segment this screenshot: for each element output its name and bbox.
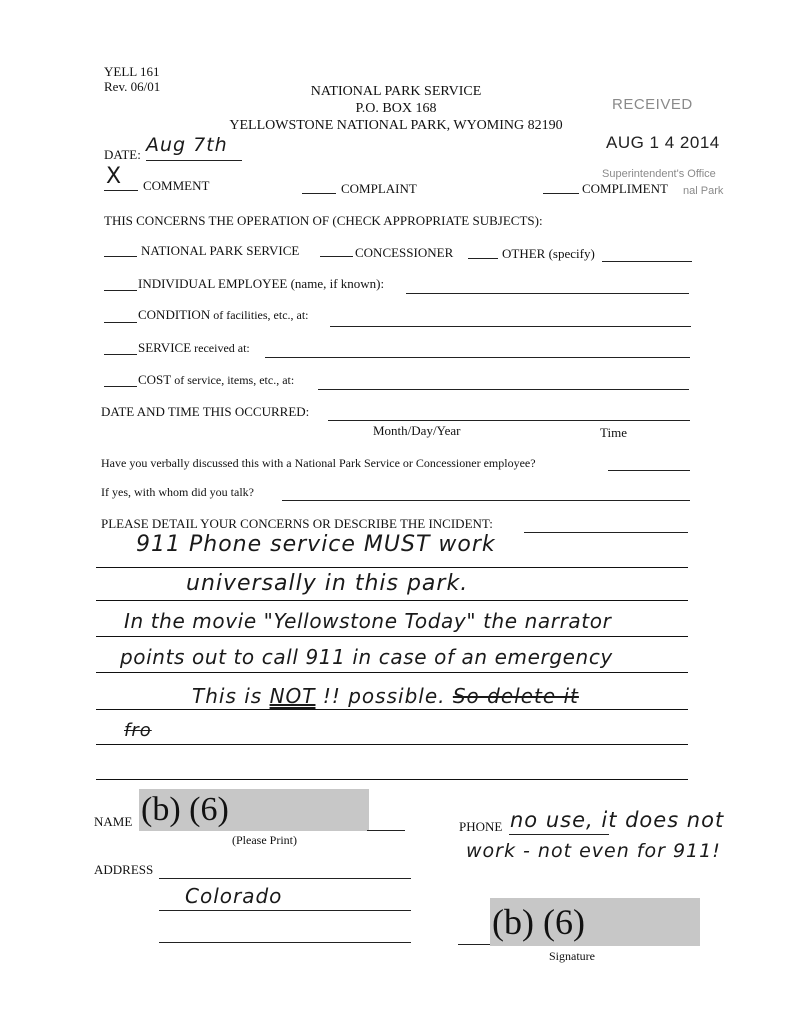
occurred-line [328, 420, 690, 421]
other-specify-line [602, 261, 692, 262]
cost-option: COST of service, items, etc., at: [138, 372, 295, 387]
other-blank [468, 258, 498, 259]
nps-option: NATIONAL PARK SERVICE [141, 243, 300, 258]
employee-line [406, 293, 689, 294]
name-redaction: (b) (6) [139, 789, 369, 831]
stamp-office-partial: nal Park [683, 185, 724, 197]
detail-text-5: This is NOT !! possible. So delete it [192, 684, 579, 708]
signature-line [458, 944, 494, 945]
whom-question: If yes, with whom did you talk? [101, 485, 254, 499]
po-box: P.O. BOX 168 [355, 101, 437, 116]
name-line [367, 830, 405, 831]
compliment-option: COMPLIMENT [582, 181, 668, 196]
detail-text-6: fro [124, 720, 152, 741]
service-blank [104, 354, 137, 355]
condition-line [330, 326, 691, 327]
condition-blank [104, 322, 137, 323]
date-line [146, 160, 242, 161]
time-label: Time [600, 425, 627, 440]
cost-line [318, 389, 689, 390]
month-day-year-label: Month/Day/Year [373, 423, 461, 438]
form-id: YELL 161 [104, 64, 160, 79]
detail-text-1: 911 Phone service MUST work [136, 532, 496, 557]
signature-redaction: (b) (6) [490, 898, 700, 946]
service-option: SERVICE received at: [138, 340, 250, 355]
agency-address: YELLOWSTONE NATIONAL PARK, WYOMING 82190 [229, 118, 563, 133]
address-label: ADDRESS [94, 862, 154, 877]
concessioner-option: CONCESSIONER [355, 245, 454, 260]
complaint-blank [302, 193, 336, 194]
received-date-stamp: AUG 1 4 2014 [606, 133, 720, 152]
detail-label-line [524, 532, 688, 533]
comment-blank [104, 190, 138, 191]
detail-line-4 [96, 672, 688, 673]
detail-text-4: points out to call 911 in case of an emergency [120, 645, 613, 669]
employee-option: INDIVIDUAL EMPLOYEE (name, if known): [138, 276, 385, 291]
name-label: NAME [94, 814, 133, 829]
detail-line-1 [96, 567, 688, 568]
whom-answer-line [282, 500, 690, 501]
comment-check-mark: X [106, 164, 123, 189]
address-value: Colorado [185, 884, 283, 908]
received-stamp: RECEIVED [612, 96, 693, 113]
agency-name: NATIONAL PARK SERVICE [310, 84, 482, 99]
phone-value-line-2: work - not even for 911! [466, 840, 721, 862]
address-line-2 [159, 910, 411, 911]
address-line-1 [159, 878, 411, 879]
occurred-label: DATE AND TIME THIS OCCURRED: [101, 404, 310, 419]
compliment-blank [543, 193, 579, 194]
form-revision: Rev. 06/01 [104, 79, 161, 94]
signature-label: Signature [549, 949, 595, 963]
detail-line-7 [96, 779, 688, 780]
detail-label: PLEASE DETAIL YOUR CONCERNS OR DESCRIBE THE INCIDENT: [101, 516, 493, 531]
cost-blank [104, 386, 137, 387]
phone-value-line-1: no use, it does not [510, 808, 725, 832]
concessioner-blank [320, 256, 353, 257]
please-print-label: (Please Print) [232, 833, 297, 847]
detail-line-5 [96, 709, 688, 710]
complaint-option: COMPLAINT [341, 181, 417, 196]
address-line-3 [159, 942, 411, 943]
phone-label: PHONE [459, 819, 503, 834]
discussed-answer-line [608, 470, 690, 471]
date-value: Aug 7th [146, 134, 228, 156]
employee-blank [104, 290, 137, 291]
detail-text-3: In the movie "Yellowstone Today" the narrator [124, 609, 612, 633]
date-label: DATE: [104, 147, 141, 162]
detail-line-2 [96, 600, 688, 601]
service-line [265, 357, 690, 358]
nps-blank [104, 256, 137, 257]
comment-option: COMMENT [143, 178, 210, 193]
detail-line-6 [96, 744, 688, 745]
other-option: OTHER (specify) [502, 246, 595, 261]
condition-option: CONDITION of facilities, etc., at: [138, 307, 309, 322]
phone-line [509, 834, 609, 835]
detail-text-2: universally in this park. [186, 571, 469, 596]
stamp-office: Superintendent's Office [602, 168, 716, 180]
concerns-heading: THIS CONCERNS THE OPERATION OF (CHECK APPROPRIATE SUBJECTS): [104, 213, 543, 228]
detail-line-3 [96, 636, 688, 637]
discussed-question: Have you verbally discussed this with a National Park Service or Concessioner employee? [101, 456, 536, 470]
